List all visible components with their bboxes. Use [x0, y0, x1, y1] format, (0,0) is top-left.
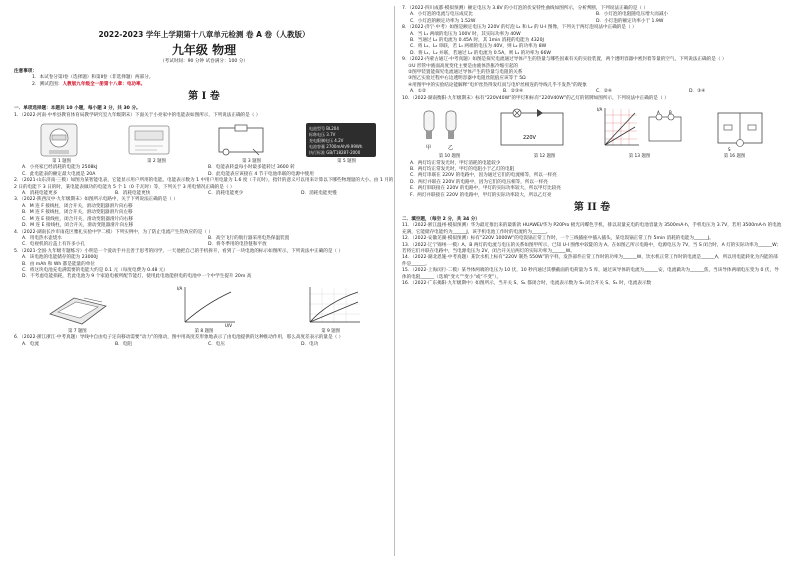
option: A．用电热水壶烧水 — [22, 235, 62, 241]
test-range: 人教版九年级全一册第十八章：电功率。 — [62, 81, 146, 87]
question-13: 13．（2022·辽宁锦州·一模）A、B 两灯的电流与电压的关系如图甲所示，已知 U-I 图像中较陡的为 A。在如图乙所示电路中，电源电压为 7V，当 S 闭合时，A 灯的实际功率为______W；若将它们并联在电路中，当电源电压为 2V，闭合开关后两灯的实际功率为______W。 — [402, 242, 782, 254]
option: B．②③④ — [503, 89, 524, 95]
question-3-options — [14, 204, 394, 230]
option: D．不考虑电能损耗，若此电池为 9 个家庭电板所配节能灯，使用此电池能供电的电池中一个中学生提升 20m 高 — [22, 274, 252, 280]
option: B．M 连 F 接线柱，闭合开关，滑动变阻器滑片向左移 — [22, 210, 133, 216]
question-1: 1．（2022·河南·中牟县教育体育局教学研究室九年级期末）下面关于小亮家中的电能表如图所示，下列说法正确的是（ ） — [14, 112, 261, 118]
option: D．③④ — [689, 89, 706, 95]
question-10-options — [402, 161, 782, 199]
circuit-figure-q16 — [710, 105, 770, 153]
battery-label-line-2: 标称电压 3.7V — [309, 132, 336, 138]
figures-row-3 — [402, 105, 782, 153]
lamp-label-b: B — [668, 110, 672, 116]
option: A．该电池的电能储存的能为 23000J — [22, 255, 98, 261]
option: B．小灯泡的电阻随电压增大而减小 — [596, 12, 669, 18]
option: D．两灯并联在 220V 的电路中，因为它们的电压相等，所以一样亮 — [410, 179, 548, 185]
question-4: 4．（2022·湖南长沙市雨花区雅礼实验中学二模）下列实例中，为了防止电流产生热效应的是（ ） — [14, 229, 213, 235]
battery-label-line-5: 执行标准 GB/T18287-2000 — [309, 150, 361, 156]
option: D．M 连 E 接线柱，闭合开关，滑动变阻器滑片向左移 — [22, 223, 134, 229]
circuit-figure-q12 — [493, 105, 571, 153]
question-2: 2．（2021·山东济南·三模）如图为某智能电表，它能显示用户所用的电能。电能表示数为 1 中用户用电量为 1.6 度（千瓦时），指针的意义可以用来计算以下哪些物理量的大小。由 1 月的 2 日的电能下 3 日的时，某电能表做功的电能为 5 个 1（0 千瓦时）等，下列关于 3 用电情况正确的是（ ） — [14, 178, 394, 190]
bulbs-figure — [414, 105, 470, 153]
notice-item-2: 2．测试范围：人教版九年级全一册第十八章：电功率。 — [32, 81, 146, 87]
battery-label-line-4: 电池容量 2700mAh/9.99Wh — [309, 144, 363, 150]
iv-graph-q7 — [175, 284, 239, 328]
circuit-figure-q3 — [211, 122, 271, 158]
bulb-label-yi: 乙 — [447, 145, 453, 152]
question-14: 14．（2022·湖北恩施·中考真题）某饮水机上标有“220V 制热 550W”的字样，发热部件正常工作时的功率为______W，饮水机正常工作时的电流是______A，所以用电能转化为内能的部件是______。 — [402, 255, 778, 267]
option: C．此电能表的额定最大电流是 20A — [22, 171, 96, 177]
option: C．小灯泡的额定功率为 1.52W — [410, 18, 476, 24]
exam-info: （考试时间：90 分钟 试卷满分：100 分） — [160, 59, 248, 64]
option: C．两灯串联在 220V 的电路中，因为通过它们的电流相等，所以一样亮 — [410, 173, 557, 179]
caption-fig-1: 第 1 题图 — [52, 159, 71, 165]
option: D．电功 — [301, 341, 319, 347]
option: A．当 L₁ 两端的电压为 100V 时，其实际功率为 40W — [410, 31, 521, 37]
question-9-options — [402, 89, 782, 95]
source-voltage-label: 220V — [523, 135, 537, 142]
figures-row-2 — [14, 284, 394, 328]
option: F．两灯并联接在 220V 的电路中，甲灯的实际功率较大，所以乙灯亮 — [410, 192, 552, 198]
option: D．此电能表应该接在 4 节干电池串联的电源中使用 — [208, 171, 314, 177]
caption-fig-10: 第 10 题图 — [438, 154, 461, 160]
option: A．①② — [410, 89, 426, 95]
caption-fig-8: 第 8 题图 — [194, 328, 214, 334]
question-6: 6．（2022·浙江浙江·中考真题）导线中自由电子定向移动需要“动力”的推动，图中用高度差形象地表示了由电池提供的这种推动作用，那么高度差表示的量是（ ） — [14, 335, 344, 341]
volume-2-heading: 第 II 卷 — [573, 201, 611, 213]
switch-label: S — [728, 147, 731, 153]
caption-fig-13: 第 13 题图 — [628, 154, 651, 160]
question-16: 16．（2022·广东揭阳·九年级期中）如图所示，当开关 S、S₁ 都闭合时，电流表示数为 S₁ 闭合开关 S、S₁ 时，电流表示数 — [402, 281, 652, 286]
option: D．将冬季用的电热毯和平放 — [208, 242, 267, 248]
graph-y-label: I/A — [176, 285, 183, 291]
question-12: 12．（2022·安徽芜湖·模拟预测）标有“220V 1000W”的电饭锅正常工作时，一个三线插座中插入插头，某电饭锅正常工作 5min 消耗的电能为______J。 — [402, 236, 714, 242]
ui-graph-q8 — [300, 284, 364, 328]
question-5: 5．（2021·全国·九年级专题练习）小明是一个爱动手并且善于思考的同学，一天他把自己的手机拆开，看到了一块电池的标示如图所示，下列说法中正确的是（ ） — [14, 248, 344, 254]
question-11: 11．（2022·浙江温州·模拟预测）华为最近推出来的最新款 HUAWEI/华为 P20Pro 极光闪蝶色手机，排以双量充电的电池容量为 3500mA·h，手机电压为 3.7V，若用 3500mA·h 的电池充满，它能储存电能约为______J，该手机电池工作时的电流约为______。 — [402, 223, 782, 235]
graph-q13-y-label: I/A — [596, 107, 603, 113]
option: A．M 连 F 接线柱，闭合开关，滑动变阻器滑片向右移 — [22, 203, 133, 209]
option: B．由 mAh 和 Wh 都是能量的单位 — [22, 261, 95, 267]
question-15: 15．（2022·上海闵行·二模）某导体两端的电压为 10 伏，10 秒内通过其横截面的电荷量为 5 库，通过该导体的电流为______安，电流做功为______焦，当该导体两端电压变为 0 伏，导体的电阻______（选填“变大”“变小”或“不变”）。 — [402, 268, 779, 280]
option: C．消耗电能更少 — [208, 191, 244, 197]
option: C．②④ — [596, 89, 613, 95]
statement: ①U 形管中液面高度变化主要是由液体热胀冷缩引起的 — [408, 63, 519, 69]
exam-title: 2022-2023 学年上学期第十八章单元检测 卷 A 卷（人教版） — [98, 30, 310, 39]
statement: ④用图甲中的实验结论能解释“电炉丝热得发红而与电炉丝相连的导线几乎不发热”的现象 — [408, 82, 587, 88]
battery-label-figure — [305, 122, 377, 158]
option: D．将 L₁、L₂ 并联，若通过 L₂ 的电流为 0.5A，则 L₁ 的功率为 66W — [410, 50, 551, 56]
section-1-heading: 一．单项选择题：本题共 10 小题，每小题 3 分，共 30 分。 — [14, 106, 141, 112]
caption-fig-7: 第 7 题图 — [67, 328, 87, 334]
caption-fig-9: 第 9 题图 — [321, 328, 341, 334]
option: B．电阻 — [115, 341, 132, 347]
option: D．小灯泡的额定功率小于 1.9W — [596, 18, 664, 24]
question-10: 10．（2022·湖南衡阳·九年级期末）标有“220V40W”的甲灯和标有“220V40W”的乙灯的铭牌如图所示，下列说法中正确的是（ ） — [402, 95, 669, 101]
option: B．消耗电能更快 — [115, 191, 151, 197]
question-7: 7．（2022·四川成都·模拟预测）额定电压为 3.8V 的小灯泡的伏安特性曲线如图所示，分析判断，下列说法正确的是（ ） — [402, 6, 648, 11]
right-column — [402, 6, 782, 287]
left-column — [14, 6, 394, 348]
question-4-options — [14, 236, 394, 249]
option: A．两灯均正常发光时，甲灯消耗的电能较少 — [410, 160, 501, 166]
figures-row-1 — [14, 122, 394, 158]
ui-graph-q13 — [595, 105, 687, 153]
option: C．电视机的后盖上有许多小孔 — [22, 242, 85, 248]
question-1-options — [14, 165, 394, 178]
question-9: 9．（2022·内蒙古通辽·中考真题）如图是探究电流通过导体产生的热量与哪些因素有关的实验装置，两个透明容器中密封着等量的空气，下列说法正确的是（ ） — [402, 57, 727, 63]
option: B．电能表转盘每小时最多能转过 3600 转 — [208, 165, 295, 171]
option: A．小灯泡的电流与电压成反比 — [410, 12, 473, 18]
graph-x-label: U/V — [224, 322, 232, 328]
option: C．电压 — [208, 341, 225, 347]
option: B．两灯均正常发光时，甲灯的电阻小于乙灯的电阻 — [410, 166, 515, 172]
caption-fig-5: 第 5 题图 — [337, 159, 356, 165]
statement: ②图甲装置能探究电流通过导体产生的热量与电阻的关系 — [408, 70, 523, 76]
option: C．将 L₁、L₂ 串联，若 L₁ 两端的电压为 40V，则 L₂ 的功率为 8W — [410, 44, 547, 50]
column-divider — [394, 6, 395, 556]
bulb-label-jia: 甲 — [425, 145, 431, 152]
question-5-options — [14, 255, 394, 281]
option: A．电流 — [22, 341, 39, 347]
option: B．当通过 L₂ 的电流为 0.45A 时，其 1min 消耗的电能为 4320J — [410, 38, 544, 44]
caption-fig-2: 第 2 题图 — [147, 159, 166, 165]
option: A．小亮家已经消耗的电能为 2508kJ — [22, 165, 98, 171]
caption-fig-12: 第 12 题图 — [533, 154, 556, 160]
option: E．两灯串联接在 220V 的电路中，甲灯的实际功率较大，所以甲灯比较亮 — [410, 186, 561, 192]
question-9-statements — [402, 64, 782, 90]
water-height-figure — [44, 284, 114, 328]
option: A．消耗电能更多 — [22, 191, 58, 197]
question-8-options — [402, 32, 782, 58]
smart-meter-figure — [121, 122, 177, 158]
volume-1-heading: 第 I 卷 — [188, 91, 220, 103]
question-6-options — [14, 342, 394, 348]
energy-meter-figure — [31, 122, 87, 158]
notice-item-1: 1．本试卷分第Ⅰ卷（选择题）和第Ⅱ卷（非选择题）两部分。 — [32, 75, 154, 81]
battery-label-line-3: 充电限制电压 4.2V — [309, 138, 344, 144]
option: B．高空飞行的航行器采用电热保温装置 — [208, 235, 290, 241]
battery-label-line-1: 电池型号 BL204 — [309, 126, 339, 132]
notice-heading: 注意事项： — [14, 69, 37, 74]
lamp-label-a: A — [656, 110, 660, 116]
caption-fig-16: 第 16 题图 — [723, 154, 746, 160]
caption-fig-3: 第 3 题图 — [242, 159, 261, 165]
question-3: 3．（2022·陕西汉中·九年级期末）如图所示电路中，关于下列说法正确的是（ ） — [14, 197, 178, 203]
option: C．将这块电池充电满需要的电能大约是 0.1 元（每度电费为 0.48 元） — [22, 267, 169, 273]
option: C．M 连 E 接线柱，闭合开关，滑动变阻器滑片向右移 — [22, 216, 133, 222]
question-8: 8．（2022·济宁·中考）如图是额定电压为 220V 的灯泡 L₁ 和 L₂ 的 U-I 图像，下列关于两灯泡说法中正确的是（ ） — [402, 25, 637, 31]
exam-subject: 九年级 物理 — [171, 43, 237, 57]
statement: ③图乙实验过程中右边透明容器中电阻丝阻值应该等于 5Ω — [408, 76, 526, 82]
option: D．消耗电能更慢 — [301, 191, 337, 197]
section-2-heading: 二．填空题，（每空 2 分，共 34 分） — [402, 216, 481, 222]
question-7-options — [402, 12, 782, 25]
